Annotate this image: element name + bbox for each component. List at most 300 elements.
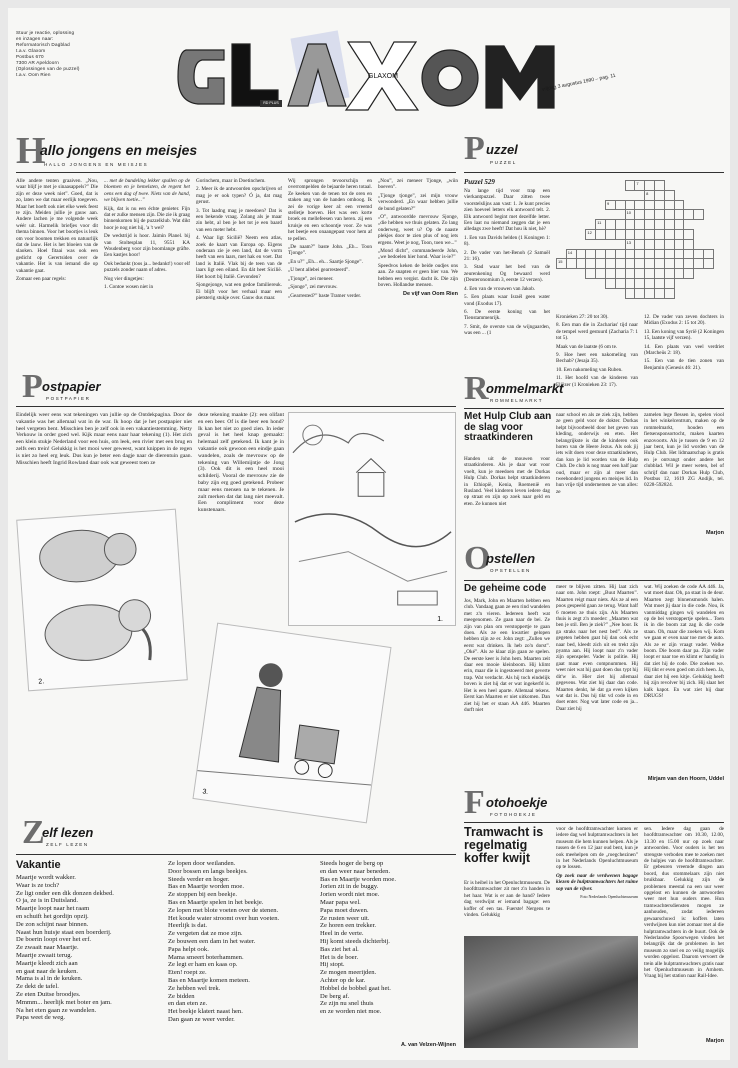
grid-cell[interactable] [654, 239, 664, 249]
poem-line: Door bossen en langs beekjes. [168, 867, 248, 875]
grid-cell[interactable] [654, 210, 664, 220]
grid-cell[interactable] [674, 220, 684, 230]
grid-cell[interactable]: 9 [605, 200, 615, 210]
drawing-elephant-bear [16, 509, 188, 692]
section-initial: O [464, 540, 491, 577]
poem-line: Naast hun huisje staat een boerderij. [16, 928, 112, 936]
grid-cell[interactable] [664, 200, 674, 210]
section-initial: H [16, 130, 46, 172]
grid-cell[interactable] [664, 220, 674, 230]
poem-column-2 [168, 860, 318, 1024]
section-subtitle: ROMMELMARKT [490, 398, 544, 403]
rommelmarkt-column-1: Handen uit de mouwen voor straatkinderen. Als je daar wat voor voelt, kun je meedoen met de Dorkas Hulp Club. Dorkas helpt straatkinderen in Ethiopië, Kenia, Roemenië en Rusland. Veel kinderen leven iedere dag op straat en zijn op zoek naar geld en eten. Ze kunnen niet [464, 456, 550, 507]
grid-cell[interactable] [654, 269, 664, 279]
grid-cell[interactable] [674, 200, 684, 210]
grid-cell [713, 210, 723, 220]
section-subtitle: ZELF LEZEN [46, 842, 89, 847]
grid-cell[interactable] [596, 269, 606, 279]
grid-row [557, 210, 724, 220]
grid-cell[interactable]: 13 [625, 239, 635, 249]
poem-line: Eten! roept ze. [168, 969, 207, 977]
grid-cell[interactable] [615, 249, 625, 259]
section-title: ommelmarkt [486, 381, 564, 396]
grid-row [557, 269, 724, 279]
grid-cell[interactable] [635, 229, 645, 239]
clue: 14. Een plaats van veel verdriet (Marcheüs 2: 18). [644, 343, 724, 357]
grid-cell[interactable] [664, 278, 674, 288]
grid-cell[interactable] [654, 220, 664, 230]
grid-cell[interactable] [625, 249, 635, 259]
grid-cell[interactable] [635, 200, 645, 210]
grid-row [557, 220, 724, 230]
clue: 9. Hoe heet een nakomeling van Bechab? (Jesaja 35). [556, 352, 638, 365]
grid-cell [713, 249, 723, 259]
grid-cell [713, 190, 723, 200]
grid-cell[interactable] [664, 239, 674, 249]
grid-cell[interactable] [615, 269, 625, 279]
grid-cell[interactable] [684, 269, 694, 279]
grid-cell[interactable] [674, 210, 684, 220]
grid-cell [703, 210, 713, 220]
grid-cell [566, 200, 576, 210]
paragraph: voor de hoofdtramwachter komen er iedere dag wel hulptramwachters in het museum die hem kunnen helpen. Als je tussen de 6 en 12 jaar oud bent, kun je ook meehelpen om de „roegchezinen” in het Nederlands Openluchtmuseum op te lossen. [556, 826, 638, 871]
grid-cell[interactable] [605, 269, 615, 279]
grid-cell[interactable] [596, 229, 606, 239]
grid-cell [674, 278, 684, 288]
grid-cell[interactable] [625, 259, 635, 269]
grid-cell[interactable] [645, 200, 655, 210]
grid-cell[interactable]: 8 [645, 190, 655, 200]
grid-cell[interactable] [576, 249, 586, 259]
poem-line: Maartje kleedt zich aan [16, 959, 78, 967]
fotohoekje-header [464, 786, 724, 826]
clue: 13. Een koning van Syrië (2 Koningen 15, laatste vijf verzen). [644, 328, 724, 342]
grid-cell [664, 181, 674, 191]
grid-cell [615, 190, 625, 200]
photo-caption: Op zoek naar de verdwenen bagage kiezen de hulptramwachters het ruime sop van de vijver. [556, 872, 638, 892]
postpapier-column-1: Eindelijk weer eens wat tekeningen van jullie op de Ontdekpagina. Door de vakantie was het allemaal wat in de war. Ik hoop dat je het postpapier niet heel vergeten bent. Misschien ben je zelf ook in een vakantiestemming. Netty Verkouw in order goed wel. Kijk maar eens naar haar tekening (1). Het zich een klein stukje Nederland voor een huis, om leek, een rivier met een brug en zelfs een trein! Gelukkig is het mooi weer geweest, want knippen in de regen is niet zo heel erg leuk. Dus kun je beter een dagje naar de dierentuin gaan. Misschien heeft Ingrid Rowland daar ook wat geweest toen ze [16, 412, 192, 466]
grid-cell[interactable] [664, 288, 674, 298]
clue: 6. De eerste koning van het Tienstammenrijk. [464, 308, 550, 322]
grid-cell[interactable] [664, 229, 674, 239]
grid-cell[interactable] [664, 249, 674, 259]
grid-cell[interactable] [694, 259, 704, 269]
zelf-lezen-headline: Vakantie [16, 859, 61, 871]
paragraph: Alle andere tenten graaiven. „Nou, waar blijf je met je sinaasappels?” Die zijn er deze week niet”. Goed, dat is zo, laten we dat maar eerlijk toegeven. Maar het hoeft ook niet elke week feest te zijn. Meiden jullie je gauw aan. Andere lachen je me volgende week wéér uit. Harmelik briefjes voor dit thema binnen. Voor het boortjes is leuk om voor boomen trekken en natuurlijk dat de lauw. Het is het bloeien van de slaoken. Hoel fitaai was ook een gedicht op Gerertsiden over de vakantie. Het is van iemand die op vakantie gaat. [16, 178, 98, 274]
grid-cell[interactable]: 11 [596, 220, 606, 230]
grid-cell [576, 220, 586, 230]
grid-cell [557, 181, 567, 191]
grid-cell[interactable] [654, 288, 664, 298]
poem-line: Papa helpt ook. [168, 945, 209, 953]
section-title: otohoekje [486, 795, 548, 810]
grid-cell[interactable] [684, 210, 694, 220]
grid-cell[interactable] [615, 200, 625, 210]
grid-cell [596, 200, 606, 210]
fotohoekje-column-1: Er is heibel in het Openluchtmuseum. De hoofdtramwachter zit met z'n handen in het haar. Wat is er aan de hand? Iedere dag verdwijnt er iemand bagage: een koffer of een tas. Fuerste! Nergens te vinden. Gelukkig [464, 880, 550, 919]
grid-cell[interactable] [566, 259, 576, 269]
poem-line: Bas en Maartje komen meteen. [168, 976, 250, 984]
grid-cell [576, 239, 586, 249]
grid-cell[interactable]: 10 [625, 210, 635, 220]
hallo-column-1 [16, 178, 98, 285]
grid-cell[interactable] [615, 259, 625, 269]
section-title: allo jongens en meisjes [40, 142, 198, 158]
grid-row [557, 239, 724, 249]
poem-line: Hij komt steeds dichterbij. [320, 937, 390, 945]
drawing-number: 2. [38, 678, 45, 686]
grid-cell [605, 288, 615, 298]
grid-cell[interactable] [664, 259, 674, 269]
grid-cell [596, 181, 606, 191]
grid-cell [694, 239, 704, 249]
grid-cell [694, 269, 704, 279]
grid-cell [605, 181, 615, 191]
grid-cell[interactable] [625, 200, 635, 210]
grid-cell[interactable] [635, 269, 645, 279]
grid-cell[interactable] [645, 239, 655, 249]
poem-line: en dan weer naar beneden. [320, 867, 391, 875]
grid-cell[interactable] [625, 181, 635, 191]
grid-cell [566, 220, 576, 230]
grid-cell[interactable] [674, 229, 684, 239]
grid-cell[interactable] [645, 220, 655, 230]
signature: De vijf van Oom Rien [402, 290, 458, 297]
grid-cell [703, 200, 713, 210]
grid-cell [713, 239, 723, 249]
grid-cell [586, 288, 596, 298]
grid-cell [674, 190, 684, 200]
grid-cell[interactable] [635, 288, 645, 298]
grid-cell[interactable] [596, 249, 606, 259]
grid-cell [557, 190, 567, 200]
poem-line: Het beekje klatert naast hen. [168, 1008, 243, 1016]
paragraph: „U bent allebei gearresteerd”. [288, 267, 350, 274]
grid-cell[interactable] [645, 269, 655, 279]
hallo-column-3 [196, 178, 282, 303]
grid-cell[interactable] [654, 249, 664, 259]
grid-cell[interactable] [674, 239, 684, 249]
poem-line: Achter op de kar. [320, 976, 366, 984]
grid-cell[interactable] [694, 210, 704, 220]
grid-cell [684, 190, 694, 200]
paragraph: ... met de bundeling lekker spullen op de bloemen en je hemelsten, de regent het oens een dag of twee. Niets van de hand, we blijven toetie...” [104, 178, 190, 204]
grid-cell[interactable] [654, 259, 664, 269]
signature: A. van Velzen-Wijnen [401, 1042, 456, 1048]
grid-cell [596, 190, 606, 200]
grid-cell [605, 210, 615, 220]
rommelmarkt-column-2: naar school en als ze ziek zijn, hebben ze geen geld voor de dokter. Dorkas helpt bijvoorbeeld door het geven van kleding, onderwijs en eten. Het belangrijkste is dat de kinderen ook horen van de Heere Jezus. Als ook jij iets wilt doen voor deze straatkinderen, dan kun je lid worden van de Hulp Club. De club is nog maar een half jaar oud, maar er zijn al meer dan tweehonderd jongens en meisjes lid. In hun vrije tijd ondernemen ze van alles: ze [556, 412, 638, 495]
poem-line: De zon schijnt naar binnen. [16, 920, 89, 928]
grid-cell [684, 200, 694, 210]
grid-cell [586, 200, 596, 210]
grid-cell [557, 278, 567, 288]
grid-cell [694, 229, 704, 239]
poem-line: Maartje zwaait terug. [16, 951, 73, 959]
grid-cell [557, 229, 567, 239]
poem-line: Hij stopt. [320, 961, 345, 969]
paragraph: „Nou”, zei meneer Tjonge, „wiin boeven”. [378, 178, 458, 191]
grid-cell[interactable]: 7 [635, 181, 645, 191]
poem-line: Bas ziet het al. [320, 945, 359, 953]
grid-cell [684, 220, 694, 230]
grid-cell [566, 278, 576, 288]
grid-cell [605, 190, 615, 200]
grid-cell [586, 220, 596, 230]
grid-cell [615, 239, 625, 249]
puzzle-heading: Puzzel 529 [464, 178, 495, 186]
grid-cell[interactable] [654, 181, 664, 191]
grid-cell [566, 288, 576, 298]
grid-cell [557, 269, 567, 279]
grid-cell [557, 210, 567, 220]
grid-cell [713, 259, 723, 269]
hallo-column-5 [378, 178, 458, 299]
grid-cell[interactable] [625, 220, 635, 230]
paragraph: 2. Meer ik de antwoorden opschrijven of mag je er ook typen? Ó ja, dat mag gerust. [196, 186, 282, 206]
grid-cell[interactable] [645, 278, 655, 288]
poem-line: Mama smeert boterhammen. [168, 953, 244, 961]
grid-row [557, 181, 724, 191]
fotohoekje-column-2 [556, 826, 638, 902]
paragraph: Sjongejonge, wat een gedoe familiereuk. Ei blijft voor het verhaal maar een pietsterig stukje over. Gauw dus maar. [196, 282, 282, 301]
poem-line: Bas en Maartje worden moe. [168, 883, 244, 891]
paragraph: Nog vier dingetjes: [104, 275, 144, 282]
drawing-number: 1. [437, 615, 443, 623]
grid-cell[interactable] [664, 210, 674, 220]
grid-cell [635, 190, 645, 200]
poem-line: Maartje loopt naar het raam [16, 905, 90, 913]
paragraph: „Mond dicht”, commandeerde John, „we bedoelen hier hond. Waar is-ie?” [378, 248, 458, 261]
grid-cell[interactable] [625, 269, 635, 279]
grid-cell [566, 190, 576, 200]
grid-cell[interactable] [645, 259, 655, 269]
poem-line: Steeds verder en hoger. [168, 875, 230, 883]
grid-cell[interactable] [645, 288, 655, 298]
paragraph: De wedstrijd is hoor. Jaimin Planel. bij van Stoltesplan 11, 9551 KA Woudenberg voor zijn boomlange gräfte. Een kastjes hoor! [104, 233, 190, 259]
info-line: Stuur je reactie, oplossing [16, 30, 75, 35]
grid-cell[interactable] [586, 259, 596, 269]
grid-cell [586, 210, 596, 220]
grid-cell[interactable] [664, 269, 674, 279]
photo-boat [464, 936, 638, 1048]
section-title: uzzel [486, 142, 518, 157]
grid-cell [713, 229, 723, 239]
grid-cell [674, 288, 684, 298]
poem-line: Ze zijn nu snel thuis [320, 1000, 374, 1008]
rommelmarkt-header [464, 372, 724, 412]
grid-cell[interactable] [605, 220, 615, 230]
section-subtitle: FOTOHOEKJE [490, 812, 537, 817]
photo-credit: Foto Nederlands Openluchtmuseum [580, 894, 638, 900]
grid-cell[interactable] [635, 259, 645, 269]
grid-cell[interactable] [615, 220, 625, 230]
grid-cell[interactable]: 14 [566, 249, 576, 259]
grid-cell[interactable] [586, 269, 596, 279]
poem-line: Steeds hoger de berg op [320, 860, 384, 867]
grid-cell [586, 190, 596, 200]
info-line: Reformatorisch Dagblad [16, 42, 70, 47]
hallo-header [16, 132, 274, 176]
section-subtitle: POSTPAPIER [46, 396, 91, 401]
grid-cell[interactable] [625, 278, 635, 288]
grid-cell[interactable]: 15 [557, 259, 567, 269]
grid-cell [576, 229, 586, 239]
grid-row [557, 200, 724, 210]
zelf-lezen-header [16, 816, 456, 856]
section-initial: P [22, 368, 43, 405]
grid-cell[interactable] [635, 220, 645, 230]
drawing-number: 3. [201, 788, 209, 797]
section-title: pstellen [486, 551, 536, 566]
grid-cell [694, 190, 704, 200]
grid-cell [586, 239, 596, 249]
grid-cell[interactable] [586, 249, 596, 259]
poem-line: Papa moet duwen. [320, 906, 369, 914]
grid-cell [576, 210, 586, 220]
grid-cell [557, 249, 567, 259]
grid-cell [713, 220, 723, 230]
grid-row [557, 229, 724, 239]
grid-cell [605, 239, 615, 249]
rommelmarkt-column-3: zamelen lege flessen in, spelen viool in het winkelcentrum, maken op de rommelmarkt, houden een fietsensponsortocht, maken kaarten enzovoorts. Als je tussen de 9 en 12 jaar bent, kun je lid worden van de Hulp Club. Het lidmaatschap is gratis en je ontvangt onder andere het clubblad. Wil je meer weten, bel of schrijf dan naar Dorkas Hulp Club, Postbus 12, 1619 ZG Andijk, tel. 0228-592824. [644, 412, 724, 489]
grid-cell [566, 269, 576, 279]
grid-cell[interactable] [596, 259, 606, 269]
grid-cell[interactable] [635, 249, 645, 259]
clue: 8. Een man die in Zacharias' tijd naar de tempel werd gestuurd (Zacharia 7: 1 tot 5). [556, 322, 638, 342]
info-line: (Oplossingen van de puzzel) [16, 66, 80, 71]
grid-cell [576, 181, 586, 191]
grid-row [557, 190, 724, 200]
signature: Marjon [705, 1038, 724, 1044]
grid-cell[interactable] [684, 259, 694, 269]
grid-cell [557, 239, 567, 249]
grid-cell [713, 200, 723, 210]
grid-cell[interactable] [654, 229, 664, 239]
grid-cell [703, 269, 713, 279]
grid-cell [703, 278, 713, 288]
grid-cell [576, 278, 586, 288]
grid-cell[interactable]: 12 [586, 229, 596, 239]
grid-cell[interactable] [645, 229, 655, 239]
grid-cell[interactable] [625, 229, 635, 239]
grid-cell[interactable] [615, 278, 625, 288]
poem-line: Ze lopen door weilanden. [168, 860, 236, 867]
info-line: t.a.v. Oom Rien [16, 72, 51, 77]
grid-cell[interactable] [654, 200, 664, 210]
poem-line: Dan gaan ze weer verder. [168, 1015, 235, 1023]
grid-cell[interactable] [605, 249, 615, 259]
poem-line: Ze legt er ham en kaas op. [168, 961, 238, 969]
poem-line: Hobbel de bobbel gaat het. [320, 984, 391, 992]
poem-line: Ze eten Duitse broodjes. [16, 990, 81, 998]
grid-cell[interactable] [576, 259, 586, 269]
grid-cell[interactable] [674, 269, 684, 279]
grid-cell[interactable] [645, 249, 655, 259]
grid-cell [576, 190, 586, 200]
paragraph: 3. Tot laadng mag je meedoen? Dat is een bekende vraag. Zolang als je maar zin hebt, al ben je het tot je een baard van een meter hebt. [196, 207, 282, 233]
paragraph: „Gearrested?” baste Tramer verder. [288, 292, 362, 299]
grid-cell[interactable] [605, 278, 615, 288]
fotohoekje-column-3: sen. Iedere dag gaan de hoofdtramwachter om 10.30, 12.00, 13.30 en 15.00 uur op zoek naar antwoorden. Voor ouders is het ten strengste verboden mee te zoeken met de hulpjes van de hoofdtramwachter. Er gebeuren vreemde dingen aan boord, dus stommelaars zijn niet bruikbaar. Gelukkig zijn de problemen meestal na een uur weer opgelost en kunnen de antwoorden weer met hun ouders mee. Hun tramwachtersdiensten mogen ze aanhouden, zodat iedereen gewaarschuwd is: koffers laten verdwijnen kun niet zomaar met al die hulptramwachters in de buurt. Ook de Nederlandse Spoorwegen vinden het belangrijk dat de problemen in het museum zo snel en zo veilig mogelijk worden opgelost. Daarom vervoert de trein alle hulptramwachters gratis naar het Openluchtmuseum in Arnhem. Vraag bij het station naar Rail-Idee. [644, 826, 724, 980]
info-line: Postbus 670 [16, 54, 44, 59]
paragraph: Na lange tijd voor trap een vierkantpuzzel. Daar zitten twee voorstelslijns aan vast: 1. Je kunt precies zien hoeveel letters elk antwoord telt. 2. Elk antwoord begint met dezelfde letter. Een laat nu niemand zeggen dat je een alledags zwe heeft! Dat hou ik niet, hè? [464, 188, 550, 233]
rommelmarkt-headline: Met Hulp Club aan de slag voor straatkinderen [464, 411, 552, 443]
grid-cell [566, 210, 576, 220]
grid-cell[interactable] [664, 190, 674, 200]
grid-cell[interactable] [645, 210, 655, 220]
grid-cell[interactable] [625, 288, 635, 298]
grid-cell [596, 288, 606, 298]
grid-row [557, 278, 724, 288]
grid-cell[interactable] [654, 278, 664, 288]
grid-cell[interactable] [703, 259, 713, 269]
paragraph: Wij sprongen tevoorschijn en overrompelden de bejaarde heren totaal. Ze keeken van de tenen tot de oren en staken ang van de handen omhoog. Ik zei de vorige keer al: een vreemd stelletje boeven. Het was een korte broek en mellefeesen van heren. zij een kruisje en een schoontje voor. Ze was het beetje een onaangepast voor hem af te pellen. [288, 178, 372, 242]
postpapier-header [16, 370, 456, 410]
clue: 1. Een van Davids helden (1 Koningen 1: 8). [464, 234, 550, 248]
poem-line: en dan eten ze. [168, 1000, 208, 1008]
grid-cell[interactable] [654, 190, 664, 200]
grid-cell[interactable] [605, 229, 615, 239]
grid-cell [703, 229, 713, 239]
poem-line: Ze bidden [168, 992, 195, 1000]
opstellen-column-1: Jos, Mark, John en Maarten hebben een club. Vandaag gaan ze een rind wandelen met z'n vieren. Iedereen heeft wat meegenomen. Ze gaan naar de bei. Ze zijn van plan om verstoppertje te gaan doen. Als ze een kwartier gelopen hebben zijn ze er. John zegt: „Zullen we eerst wat drinken. Ik heb zo'n dorst”. „Oké”. Als ze klaar zijn gaan ze spelen. De eerste keer is John hem. Maarten zeit daar een mooie kleinboom. Hij klimt erin, maar die is ingestoeerd met geverte trap. Wat verdacht. Als hij toch eindelijk boven is ziet hij dat er wat ingekerfd is. Het is een heel aparte. Allemaal tekens. Eerst kan Maarten er niet uitkomen. Dan ziet hij het er staan AA 446. Maarten durft niet [464, 598, 550, 713]
grid-row [557, 259, 724, 269]
grid-cell [566, 229, 576, 239]
logo-text: GLAXOM [368, 73, 398, 80]
section-initial: F [464, 784, 485, 821]
newspaper-page [8, 8, 730, 1060]
grid-cell[interactable] [684, 249, 694, 259]
info-line: en inzagen naar: [16, 36, 54, 41]
grid-cell [596, 210, 606, 220]
puzzle-grid [556, 180, 724, 299]
poem-line: Ze lopen met blote voeten over de stenen. [168, 906, 279, 914]
paragraph: Zomaar een paar regels: [16, 276, 66, 283]
clue: 3. Stad waar het bed van de zeurenkening Og bewaard werd (Deuteronomium 3, eerste 12 verzen). [464, 264, 550, 284]
grid-cell[interactable] [635, 210, 645, 220]
opstellen-header [464, 542, 724, 582]
grid-cell[interactable] [703, 249, 713, 259]
opstellen-column-2: meer te blijven zitten. Hij laat zich naar om. John roept: „Buut Maarten”. Maarten reigt maar niets. Als ze al een poos gespeeld gaan ze terug. Want half 6 moeten ze thuis zijn. Als Maarten thuis is zegt z'n moeder: „Maarten wat ben je stil. Ben je ziek?” „Nee hoor. Ik ga straks naar het nest bed”. Als ze gegeten hebben gaat hij dan ook echt naar bed, kleedt zich uit en trekt zijn pyama aan. Hij loopt naar z'n vader zijn openspeler. Vader is politie. Hij gaat maar even compnummen. Hij weet niet wat hij gaat doen dus typt hij dit'w in. Hier ziet hij allemaal gegevens. Wat ziet hij daar dan code. Maarten denkt, hè dat ga even kijken wat dat is. Dus hij tikt vd code in en doet enter. Nog wat later code en ja... Daar ziet hij [556, 584, 638, 712]
poem-line: Ze stoppen bij een beekje. [168, 891, 238, 899]
poem-line: Ze horen een trekker. [320, 922, 377, 930]
grid-cell[interactable] [684, 239, 694, 249]
paragraph: „Tjonge tjonge”, zei mijn vrouw verwonderd. „En waar hebben jullie de bund gelaten?” [378, 192, 458, 212]
grid-cell [694, 220, 704, 230]
grid-cell [694, 278, 704, 288]
grid-cell[interactable] [615, 229, 625, 239]
grid-cell[interactable] [645, 181, 655, 191]
grid-cell[interactable] [684, 229, 694, 239]
section-initial: Z [22, 814, 45, 851]
grid-cell [557, 288, 567, 298]
clue: 2. De vader van het-Benoh (2 Samuël 21: 16). [464, 249, 550, 263]
poem-line: Bas en Maartje spelen in het beekje. [168, 898, 264, 906]
clue: 12. De vader van zeven dochters in Midian (Exodus 2: 15 tot 20). [644, 314, 724, 327]
grid-cell[interactable] [674, 249, 684, 259]
poem-line: Papa weet de weg. [16, 1014, 66, 1022]
grid-cell[interactable] [635, 239, 645, 249]
grid-cell[interactable] [605, 259, 615, 269]
grid-cell[interactable] [674, 259, 684, 269]
grid-cell[interactable] [694, 249, 704, 259]
info-line: 7300 AR Apeldoorn [16, 60, 59, 65]
grid-cell [557, 200, 567, 210]
grid-cell[interactable] [635, 278, 645, 288]
hallo-column-4 [288, 178, 372, 301]
poem-line: Ze mogen meerijden. [320, 969, 377, 977]
